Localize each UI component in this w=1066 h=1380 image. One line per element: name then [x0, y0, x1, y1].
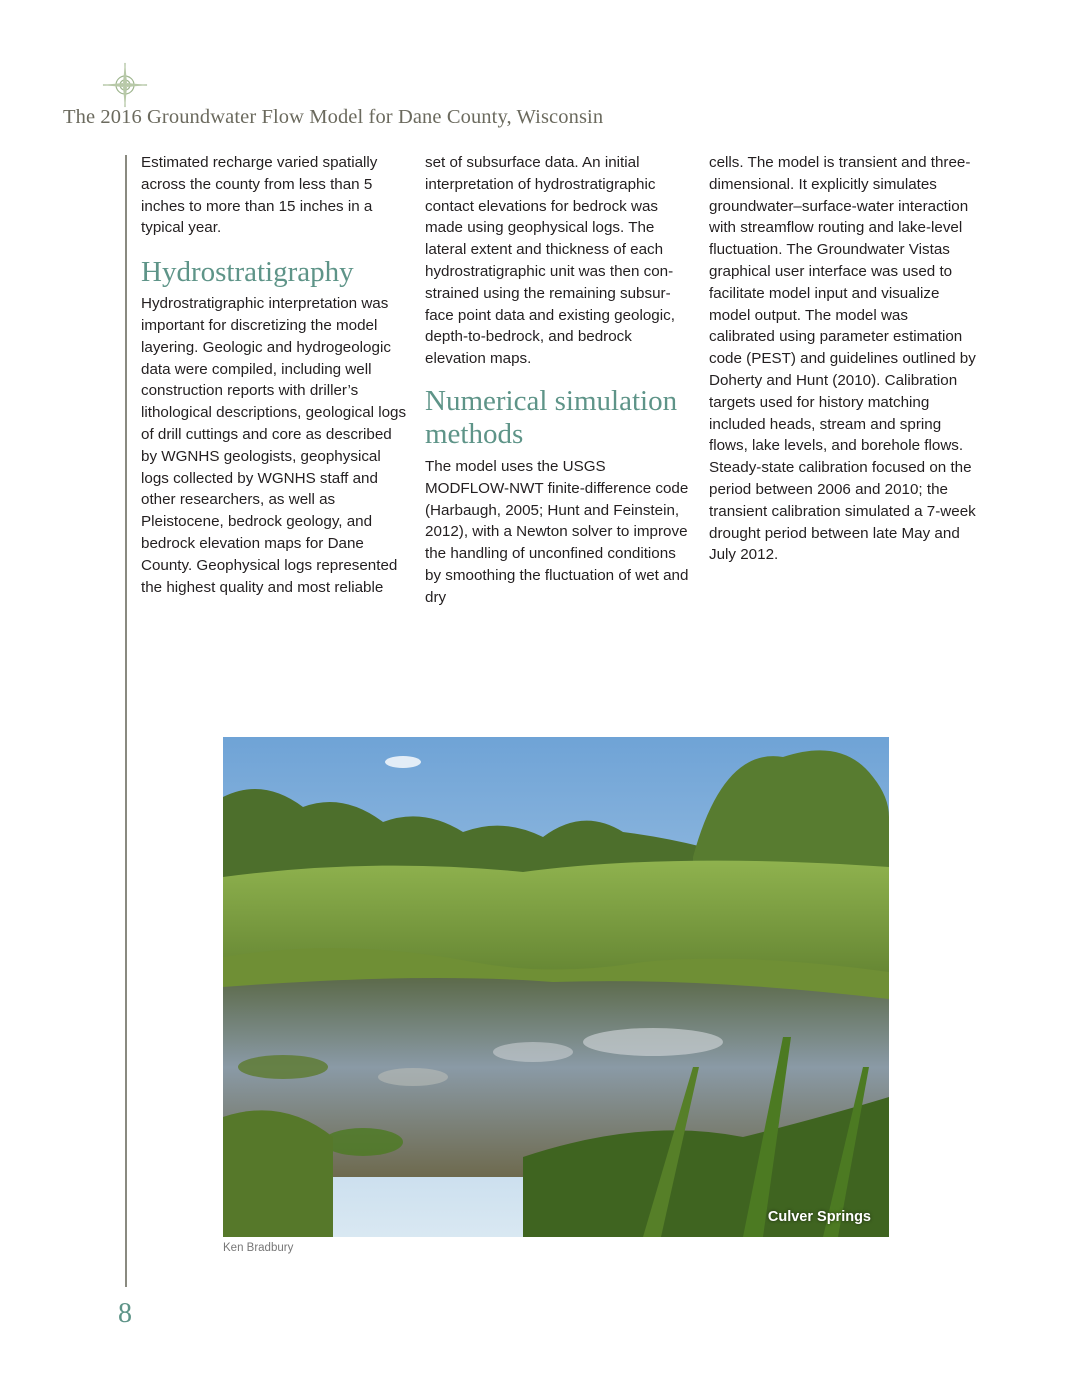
hydrostratigraphy-paragraph: Hydrostratigraphic interpretation was important for discretizing the model layering. Geologic and hydrogeologic data were compiled, including well construction reports with driller’s lithological descriptions, geological logs of drill cuttings and core as described by WGNHS geologists, geophysical logs collected by WGNHS staff and other researchers, as well as Pleistocene, bedrock geology, and bedrock elevation maps for Dane County. Geophysical logs represented the highest quality and most reliable: [141, 295, 407, 596]
page-number: 8: [118, 1298, 132, 1329]
running-title: The 2016 Groundwater Flow Model for Dane County, Wisconsin: [63, 106, 604, 128]
compass-rose-icon: [100, 60, 150, 110]
model-paragraph: The model uses the USGS MODFLOW-NWT finite-difference code (Harbaugh, 2005; Hunt and Feinstein, 2012), with a Newton solver to improve the handling of unconfined conditions by smoothing the fluctuation of wet and dry: [425, 457, 689, 606]
subsurface-data-paragraph: set of subsurface data. An initial interpretation of hydrostratigraphic contact elevations for bedrock was made using geophysical logs. The lateral extent and thickness of each hydrostratigraphic unit was then constrained using the remaining subsurface point data and existing geologic, depth-to-bedrock, and bedrock elevation maps.: [425, 154, 675, 368]
recharge-paragraph: Estimated recharge varied spatially across the county from less than 5 inches to more than 15 inches in a typical year.: [141, 154, 378, 237]
column-2: [425, 152, 693, 609]
heading-hydrostratigraphy: Hydrostratigraphy: [141, 256, 354, 289]
margin-rule: [125, 155, 127, 1287]
calibration-paragraph: cells. The model is transient and three-dimensional. It explicitly simulates groundwater–surface-water interaction with streamflow routing and lake-level fluctuation. The Groundwater Vistas graphical user interface was used to facilitate model input and visualize model output. The model was calibrated using parameter estimation code (PEST) and guidelines outlined by Doherty and Hunt (2010). Calibration targets used for history matching included heads, stream and spring flows, lake levels, and borehole flows. Steady-state calibration focused on the period between 2006 and 2010; the transient calibration simulated a 7-week drought period between late May and July 2012.: [709, 154, 976, 564]
photo-credit: Ken Bradbury: [223, 1242, 294, 1254]
culver-springs-photo: [223, 737, 889, 1237]
column-3: [709, 152, 977, 566]
column-1: [141, 152, 409, 598]
heading-numerical-simulation: Numerical simulation methods: [425, 384, 678, 450]
photo-caption: Culver Springs: [767, 1209, 871, 1225]
